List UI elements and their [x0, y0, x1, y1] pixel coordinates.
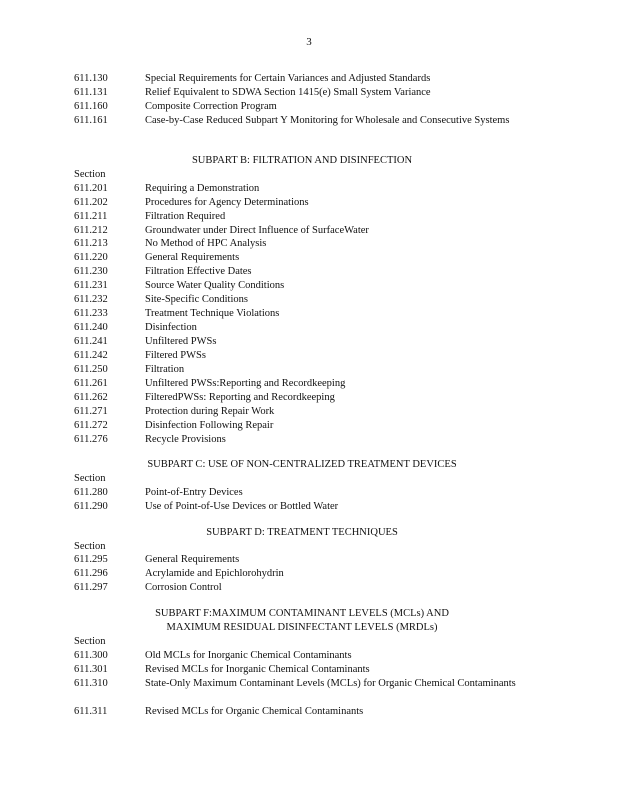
section-title: Treatment Technique Violations [145, 308, 280, 319]
section-title: No Method of HPC Analysis [145, 238, 267, 249]
section-title: Source Water Quality Conditions [145, 280, 285, 291]
section-number: 611.230 [74, 266, 108, 277]
section-number: 611.242 [74, 350, 108, 361]
section-title: Groundwater under Direct Influence of SurfaceWater [145, 225, 369, 236]
section-title: Filtration [145, 364, 185, 375]
section-title: Disinfection Following Repair [145, 420, 274, 431]
subpart-heading: SUBPART C: USE OF NON-CENTRALIZED TREATMENT DEVICES [147, 459, 457, 470]
section-number: 611.276 [74, 434, 108, 445]
section-number: 611.202 [74, 197, 108, 208]
section-column-label: Section [74, 636, 106, 647]
section-title: General Requirements [145, 252, 240, 263]
section-number: 611.290 [74, 501, 108, 512]
section-title: General Requirements [145, 554, 240, 565]
section-number: 611.211 [74, 211, 108, 222]
section-number: 611.250 [74, 364, 108, 375]
section-number: 611.161 [74, 115, 108, 126]
section-number: 611.213 [74, 238, 108, 249]
section-title: Acrylamide and Epichlorohydrin [145, 568, 284, 579]
section-number: 611.130 [74, 73, 108, 84]
section-number: 611.231 [74, 280, 108, 291]
section-title: Site-Specific Conditions [145, 294, 248, 305]
section-number: 611.261 [74, 378, 108, 389]
section-number: 611.271 [74, 406, 108, 417]
section-number: 611.201 [74, 183, 108, 194]
section-title: Revised MCLs for Organic Chemical Contaminants [145, 706, 364, 717]
section-title: Filtered PWSs [145, 350, 206, 361]
section-title: Revised MCLs for Inorganic Chemical Contaminants [145, 664, 370, 675]
section-number: 611.212 [74, 225, 108, 236]
section-title: Unfiltered PWSs [145, 336, 217, 347]
section-title: Filtration Required [145, 211, 226, 222]
section-title: FilteredPWSs: Reporting and Recordkeeping [145, 392, 335, 403]
section-title: Disinfection [145, 322, 197, 333]
section-number: 611.300 [74, 650, 108, 661]
section-title: Procedures for Agency Determinations [145, 197, 309, 208]
section-title: Protection during Repair Work [145, 406, 275, 417]
section-title: Relief Equivalent to SDWA Section 1415(e) Small System Variance [145, 87, 431, 98]
section-title: Filtration Effective Dates [145, 266, 252, 277]
section-title: Recycle Provisions [145, 434, 226, 445]
section-title: State-Only Maximum Contaminant Levels (MCLs) for Organic Chemical Contaminants [145, 678, 516, 689]
section-title: Requiring a Demonstration [145, 183, 260, 194]
subpart-heading: SUBPART B: FILTRATION AND DISINFECTION [191, 155, 413, 166]
section-title: Composite Correction Program [145, 101, 277, 112]
section-number: 611.310 [74, 678, 108, 689]
section-number: 611.220 [74, 252, 108, 263]
subpart-heading-line2: MAXIMUM RESIDUAL DISINFECTANT LEVELS (MRDLs) [166, 622, 438, 633]
section-title: Unfiltered PWSs:Reporting and Recordkeeping [145, 378, 346, 389]
section-number: 611.240 [74, 322, 108, 333]
section-column-label: Section [74, 473, 106, 484]
section-number: 611.262 [74, 392, 108, 403]
section-number: 611.295 [74, 554, 108, 565]
section-number: 611.301 [74, 664, 108, 675]
section-number: 611.272 [74, 420, 108, 431]
section-number: 611.131 [74, 87, 108, 98]
section-title: Special Requirements for Certain Variances and Adjusted Standards [145, 73, 431, 84]
page-number: 3 [306, 36, 312, 48]
subpart-heading: SUBPART D: TREATMENT TECHNIQUES [206, 527, 398, 538]
section-number: 611.297 [74, 582, 108, 593]
subpart-heading: SUBPART F:MAXIMUM CONTAMINANT LEVELS (MCLs) AND [155, 608, 449, 619]
section-title: Corrosion Control [145, 582, 222, 593]
section-number: 611.233 [74, 308, 108, 319]
section-title: Use of Point-of-Use Devices or Bottled Water [145, 501, 339, 512]
section-number: 611.160 [74, 101, 108, 112]
section-title: Case-by-Case Reduced Subpart Y Monitoring for Wholesale and Consecutive Systems [145, 115, 510, 126]
section-number: 611.232 [74, 294, 108, 305]
section-number: 611.241 [74, 336, 108, 347]
section-title: Point-of-Entry Devices [145, 487, 243, 498]
section-column-label: Section [74, 169, 106, 180]
section-number: 611.311 [74, 706, 108, 717]
section-number: 611.296 [74, 568, 108, 579]
section-column-label: Section [74, 541, 106, 552]
section-title: Old MCLs for Inorganic Chemical Contaminants [145, 650, 352, 661]
section-number: 611.280 [74, 487, 108, 498]
